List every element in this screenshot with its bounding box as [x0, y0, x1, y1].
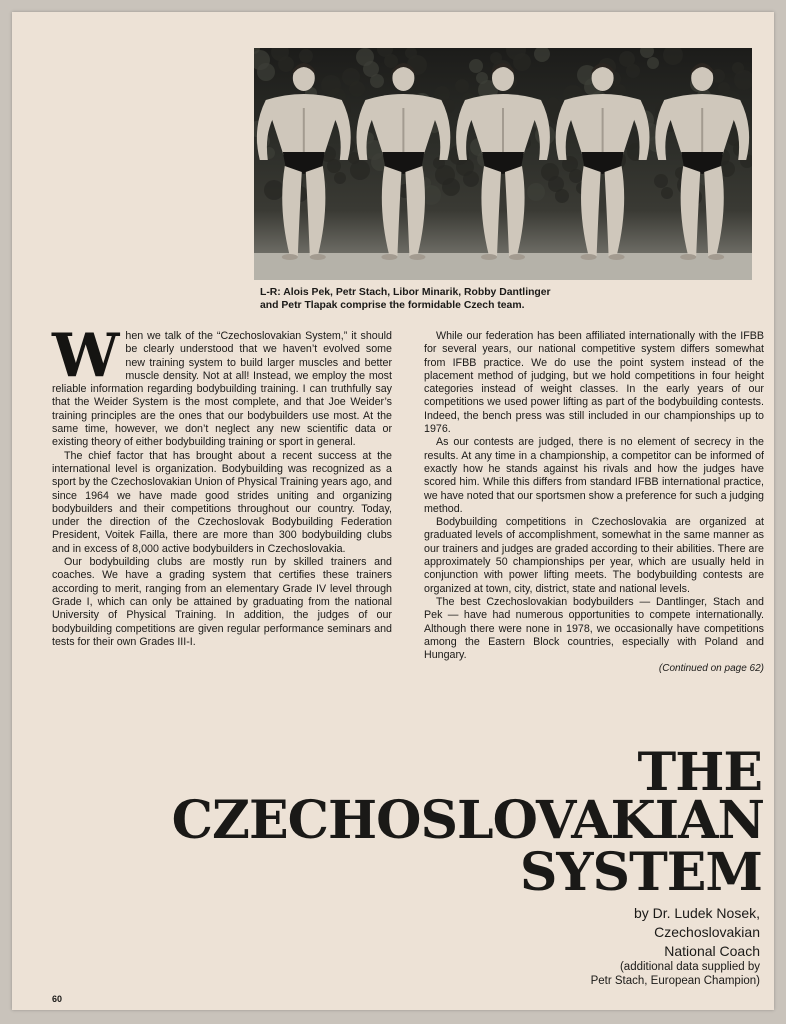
foliage-blob: [327, 159, 341, 173]
foliage-blob: [349, 81, 365, 97]
foliage-blob: [569, 169, 583, 183]
caption-line-2: and Petr Tlapak comprise the formidable Czech team.: [260, 300, 525, 311]
foliage-blob: [334, 172, 346, 184]
credit-note: [591, 960, 760, 988]
caption-line-1: L-R: Alois Pek, Petr Stach, Libor Minarik, Robby Dantlinger: [260, 287, 551, 298]
foliage-blob: [534, 48, 550, 62]
foliage-blob: [455, 79, 469, 93]
foliage-blob: [442, 178, 460, 196]
magazine-page: [12, 12, 774, 1010]
article-column-left: [52, 321, 392, 649]
headline-line-2: CZECHOSLOVAKIAN: [171, 790, 764, 851]
foliage-blob: [513, 53, 531, 71]
credit-line-1: (additional data supplied by: [619, 961, 760, 973]
article-paragraph: [52, 321, 392, 450]
foliage-blob: [257, 63, 275, 81]
credit-line-2: Petr Stach, European Champion): [590, 975, 760, 987]
headline-line-1: THE: [637, 742, 762, 803]
paragraph-text: hen we talk of the “Czechoslovakian System,” it should be clearly understood that we haven’t evolved some new training system to build larger muscles and better muscle density. Not at all! Instead, we employ the most reliable information regarding bodybuilding training. I can truthfully say that the Weider System is the most complete, and that Joe Weider’s training principles are the ones that our bodybuilders use most. At the same time, however, we don’t neglect any new scientific data or existing theory of either bodybuilding training or sport in general.: [52, 330, 392, 449]
page-number: 60: [52, 994, 63, 1004]
foliage-blob: [384, 54, 398, 68]
foliage-blob: [469, 59, 483, 73]
byline: [634, 904, 760, 961]
article-column-right: [424, 330, 764, 676]
foliage-blob: [264, 180, 284, 200]
byline-line-1: by Dr. Ludek Nosek,: [633, 905, 760, 921]
article-paragraph: While our federation has been affiliated internationally with the IFBB for several years, our national competitive system differs somewhat from IFBB practice. We do use the point system instead of the placement method of judging, but we hold competitions in four height categories instead of weight classes. In the early years of our competitions we used power lifting as part of the bodybuilding contests. Indeed, the bench press was still included in our championships up to 1976.: [424, 330, 764, 436]
drop-cap: W: [52, 321, 120, 391]
foliage-blob: [626, 64, 640, 78]
article-paragraph: The best Czechoslovakian bodybuilders — Dantlinger, Stach and Pek — have had numerous opportunities to compete internationally. Although there were none in 1978, we occasionally have competitions among the Eastern Block countries, especially with Poland and Hungary.: [424, 595, 764, 662]
headline-line-3: SYSTEM: [519, 842, 762, 903]
foliage-blob: [663, 48, 683, 65]
foliage-blob: [299, 49, 313, 63]
foliage-blob: [370, 74, 384, 88]
foliage-blob: [661, 187, 673, 199]
foliage-blob: [350, 160, 370, 180]
byline-line-3: National Coach: [664, 943, 760, 959]
photo-illustration: [254, 48, 752, 280]
article-paragraph: Bodybuilding competitions in Czechoslovakia are organized at graduated levels of accomplishment, somewhat in the same manner as our trainers and judges are graded according to their abilities. There are approximately 50 championships per year, which are usually held in conjunction with power lifting meets. The bodybuilding contests are organized at town, city, district, state and national levels.: [424, 516, 764, 595]
article-paragraph: As our contests are judged, there is no element of secrecy in the results. At any time in a championship, a competitor can be informed of exactly how he stands against his rivals and how the judges have scored him. While this differs from standard IFBB international practice, we have noted that our sportsmen show a preference for such a judging method.: [424, 436, 764, 515]
foliage-blob: [555, 189, 569, 203]
article-paragraph: The chief factor that has brought about a recent success at the international level is organization. Bodybuilding was recognized as a sport by the Czechoslovakian Union of Physical Training years ago, and since 1964 we have made good strides uniting and organizing bodybuilders and their competitions throughout our country. Today, under the direction of the Czechoslovak Bodybuilding Federation President, Voitek Failla, there are more than 300 bodybuilding clubs and in excess of 8,000 active bodybuilders in Czechoslovakia.: [52, 449, 392, 555]
foliage-blob: [463, 171, 479, 187]
ground: [254, 253, 752, 280]
photo-caption: [260, 286, 740, 312]
continued-note: (Continued on page 62): [658, 663, 764, 675]
foliage-blob: [647, 57, 659, 69]
bodybuilders-photo: [254, 48, 752, 280]
foliage-blob: [527, 183, 545, 201]
foliage-blob: [654, 174, 668, 188]
article-paragraph: Our bodybuilding clubs are mostly run by skilled trainers and coaches. We have a grading system that certifies these trainers according to merit, ranging from an elementary Grade IV level through Grade I, which can only be attained by graduating from the national University of Physical Training. In addition, the judges of our bodybuilding competitions are given regular performance seminars and tests for their own Grades III-I.: [52, 556, 392, 648]
foliage-blob: [278, 56, 294, 72]
foliage-blob: [640, 48, 654, 58]
byline-line-2: Czechoslovakian: [654, 924, 760, 940]
